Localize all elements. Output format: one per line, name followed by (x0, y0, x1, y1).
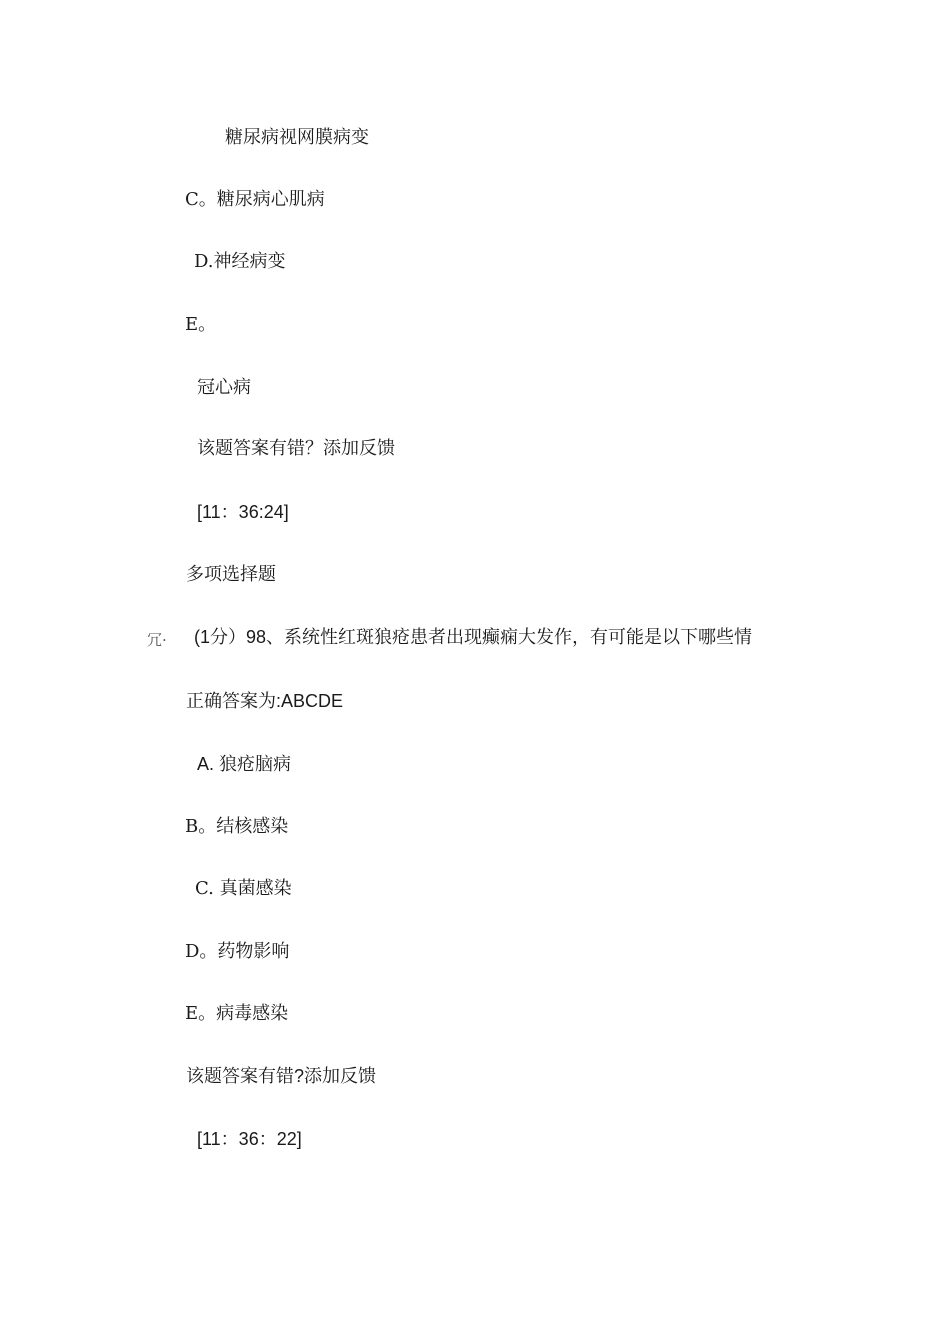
feedback-link[interactable]: 该题答案有错?添加反馈 (186, 1066, 377, 1086)
option-b-text: 糖尿病视网膜病变 (225, 127, 369, 148)
option-b: B。结核感染 (185, 816, 289, 837)
option-e-text: 冠心病 (197, 377, 251, 397)
correct-answer: 正确答案为:ABCDE (186, 691, 344, 711)
option-c: C. 真菌感染 (195, 878, 292, 899)
timestamp: [11：36:24] (197, 502, 289, 522)
margin-mark: 冗· (147, 631, 167, 649)
option-d: D。药物影响 (185, 941, 290, 962)
timestamp: [11：36：22] (197, 1129, 302, 1149)
section-title: 多项选择题 (186, 564, 276, 584)
option-e-label: E。 (185, 314, 217, 335)
option-d: D.神经病变 (194, 251, 286, 272)
option-e: E。病毒感染 (185, 1003, 289, 1024)
option-c: C。糖尿病心肌病 (185, 189, 325, 210)
option-a: A. 狼疮脑病 (197, 754, 292, 774)
question-text: (1分）98、系统性红斑狼疮患者出现癫痫大发作，有可能是以下哪些情 (194, 627, 753, 647)
feedback-link[interactable]: 该题答案有错？添加反馈 (197, 438, 395, 459)
